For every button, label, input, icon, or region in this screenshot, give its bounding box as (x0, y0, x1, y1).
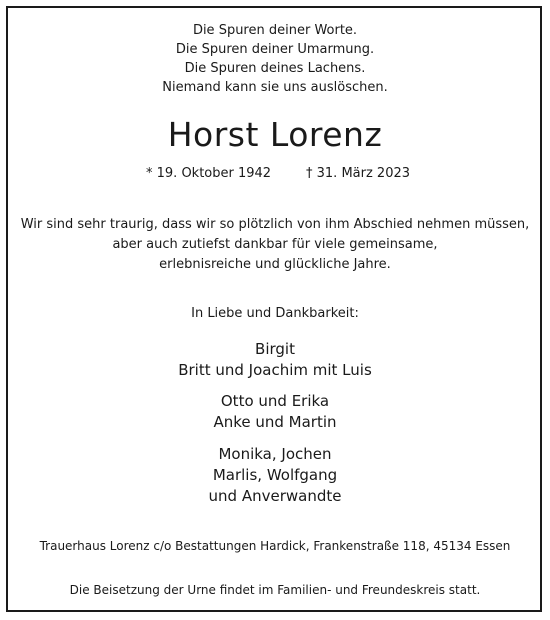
deceased-name: Horst Lorenz (167, 115, 383, 154)
family-member: Monika, Jochen (218, 445, 332, 463)
family-group (0, 339, 550, 381)
family-member: Marlis, Wolfgang (212, 466, 338, 484)
poem-line: Die Spuren deiner Worte. (192, 23, 358, 38)
family-member: Otto und Erika (220, 392, 330, 410)
poem-line: Niemand kann sie uns auslöschen. (162, 80, 388, 95)
death-date: † 31. März 2023 (306, 166, 411, 181)
thanks-line: In Liebe und Dankbarkeit: (191, 306, 359, 321)
message-line: aber auch zutiefst dankbar für viele gemeinsame, (112, 237, 438, 252)
poem (0, 21, 550, 97)
message-line: Wir sind sehr traurig, dass wir so plötzlich von ihm Abschied nehmen müssen, (20, 217, 530, 232)
family-member: Birgit (255, 340, 295, 358)
family-group (0, 444, 550, 507)
poem-line: Die Spuren deines Lachens. (184, 61, 366, 76)
family-member: Anke und Martin (213, 413, 337, 431)
message (0, 215, 550, 275)
birth-date: * 19. Oktober 1942 (146, 166, 272, 181)
family-member: und Anverwandte (208, 487, 342, 505)
family-group (0, 391, 550, 433)
message-line: erlebnisreiche und glückliche Jahre. (159, 257, 391, 272)
funeral-home-address: Trauerhaus Lorenz c/o Bestattungen Hardick, Frankenstraße 118, 45134 Essen (39, 539, 511, 553)
family-member: Britt und Joachim mit Luis (178, 361, 372, 379)
poem-line: Die Spuren deiner Umarmung. (175, 42, 375, 57)
burial-notice: Die Beisetzung der Urne findet im Familien- und Freundeskreis statt. (69, 583, 481, 597)
